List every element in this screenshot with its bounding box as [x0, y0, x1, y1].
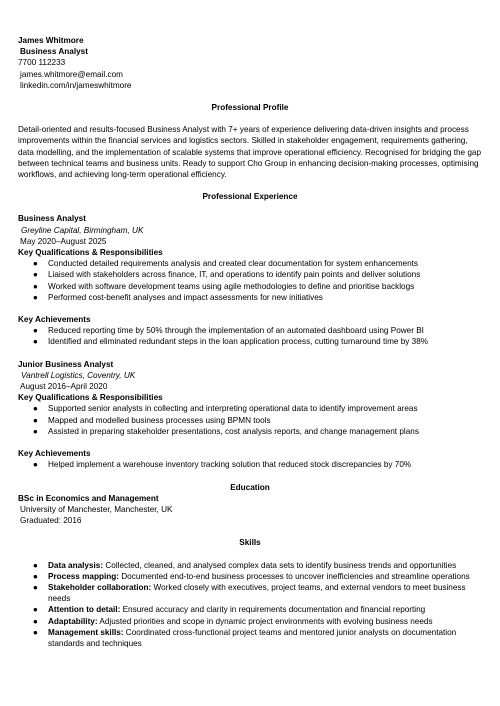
bullet-icon: ● [33, 415, 38, 425]
skill-text: Ensured accuracy and clarity in requirements documentation and financial reporting [120, 605, 426, 615]
responsibilities-list [18, 403, 482, 437]
bullet-icon: ● [33, 605, 38, 615]
qualifications-heading: Key Qualifications & Responsibilities [18, 248, 163, 258]
bullet-icon: ● [33, 270, 38, 280]
list-item [18, 560, 482, 571]
skill-text: Coordinated cross-functional project teams and mentored junior analysts on documentation standards and techniques [48, 627, 457, 648]
bullet-icon: ● [33, 560, 38, 570]
education-heading: Education [230, 482, 270, 492]
skill-label: Stakeholder collaboration: [48, 582, 152, 592]
graduation-date: Graduated: 2016 [20, 516, 82, 526]
linkedin: linkedin.com/in/jameswhitmore [20, 80, 132, 90]
bullet-icon: ● [33, 259, 38, 269]
bullet-icon: ● [33, 616, 38, 626]
skill-label: Process mapping: [48, 571, 119, 581]
school: University of Manchester, Manchester, UK [20, 504, 173, 514]
list-item [18, 571, 482, 582]
bullet-icon: ● [33, 337, 38, 347]
skill-label: Attention to detail: [48, 605, 121, 615]
skill-label: Management skills: [48, 627, 124, 637]
achievements-heading: Key Achievements [18, 315, 91, 325]
bullet-icon: ● [33, 426, 38, 436]
bullet-icon: ● [33, 281, 38, 291]
list-item: ● Assisted in preparing stakeholder presentations, cost analysis reports, and change management plans [33, 426, 419, 436]
list-item [18, 616, 482, 627]
bullet-icon: ● [33, 404, 38, 414]
job-title: Junior Business Analyst [18, 359, 114, 369]
email: james.whitmore@email.com [20, 69, 123, 79]
degree: BSc in Economics and Management [18, 493, 159, 503]
achievements-list [18, 459, 482, 470]
list-item: ● Mapped and modelled business processes using BPMN tools [33, 415, 271, 425]
skill-label: Adaptability: [48, 616, 98, 626]
list-item: ● Reduced reporting time by 50% through the implementation of an automated dashboard using Power BI [33, 326, 424, 336]
list-item: ● Helped implement a warehouse inventory tracking solution that reduced stock discrepancies by 70% [33, 460, 412, 470]
profile-heading: Professional Profile [211, 103, 289, 113]
skill-text: Adjusted priorities and scope in dynamic project environments with evolving business needs [97, 616, 433, 626]
list-item: ● Supported senior analysts in collecting and interpreting operational data to identify improvement areas [33, 404, 418, 414]
responsibilities-list [18, 258, 482, 303]
skill-text: Documented end-to-end business processes to uncover inefficiencies and streamline operations [118, 571, 470, 581]
experience-heading: Professional Experience [202, 192, 298, 202]
job-company: Vantrell Logistics, Coventry, UK [21, 370, 136, 380]
skills-heading: Skills [239, 538, 261, 548]
bullet-icon: ● [33, 460, 38, 470]
job-dates: August 2016–April 2020 [20, 382, 108, 392]
list-item: ● Performed cost-benefit analyses and impact assessments for new initiatives [33, 292, 323, 302]
qualifications-heading: Key Qualifications & Responsibilities [18, 393, 163, 403]
job-entry [18, 359, 482, 471]
education-entry [18, 493, 482, 527]
skills-list [18, 560, 482, 650]
bullet-icon: ● [33, 627, 38, 637]
list-item: ● Identified and eliminated redundant steps in the loan application process, cutting turnaround time by 38% [33, 337, 429, 347]
contact-block [18, 35, 482, 91]
phone: 7700 112233 [18, 58, 66, 68]
list-item: ● Worked with software development teams using agile methodologies to define and prioritise backlogs [33, 281, 415, 291]
job-entry [18, 213, 482, 347]
list-item [18, 582, 482, 604]
skill-label: Data analysis: [48, 560, 104, 570]
bullet-icon: ● [33, 582, 38, 592]
bullet-icon: ● [33, 571, 38, 581]
job-company: Greyline Capital, Birmingham, UK [21, 225, 144, 235]
profile-text: Detail-oriented and results-focused Business Analyst with 7+ years of experience delivering data-driven insights and process improvements within the financial services and logistics sectors. Skilled in stakeholder engagement, requirements gathering, data modelling, and the implementation of scalable systems that improve operational efficiency. Recognised for bridging the gap between technical teams and business units. Ready to support Cho Group in enhancing decision-making processes, optimising workflows, and achieving long-term operational efficiency. [18, 125, 482, 180]
job-dates: May 2020–August 2025 [20, 236, 107, 246]
bullet-icon: ● [33, 326, 38, 336]
achievements-list [18, 325, 482, 347]
job-title: Business Analyst [18, 214, 86, 224]
list-item: ● Liaised with stakeholders across finance, IT, and operations to identify pain points and deliver solutions [33, 270, 421, 280]
achievements-heading: Key Achievements [18, 449, 91, 459]
bullet-icon: ● [33, 292, 38, 302]
list-item [18, 627, 482, 649]
skill-text: Collected, cleaned, and analysed complex data sets to identify business trends and opportunities [103, 560, 457, 570]
list-item: ● Conducted detailed requirements analysis and created clear documentation for system enhancements [33, 259, 419, 269]
candidate-title: Business Analyst [20, 47, 88, 57]
list-item [18, 604, 482, 615]
candidate-name: James Whitmore [18, 36, 84, 45]
skill-text: Worked closely with executives, project teams, and external vendors to meet business needs [48, 582, 466, 604]
